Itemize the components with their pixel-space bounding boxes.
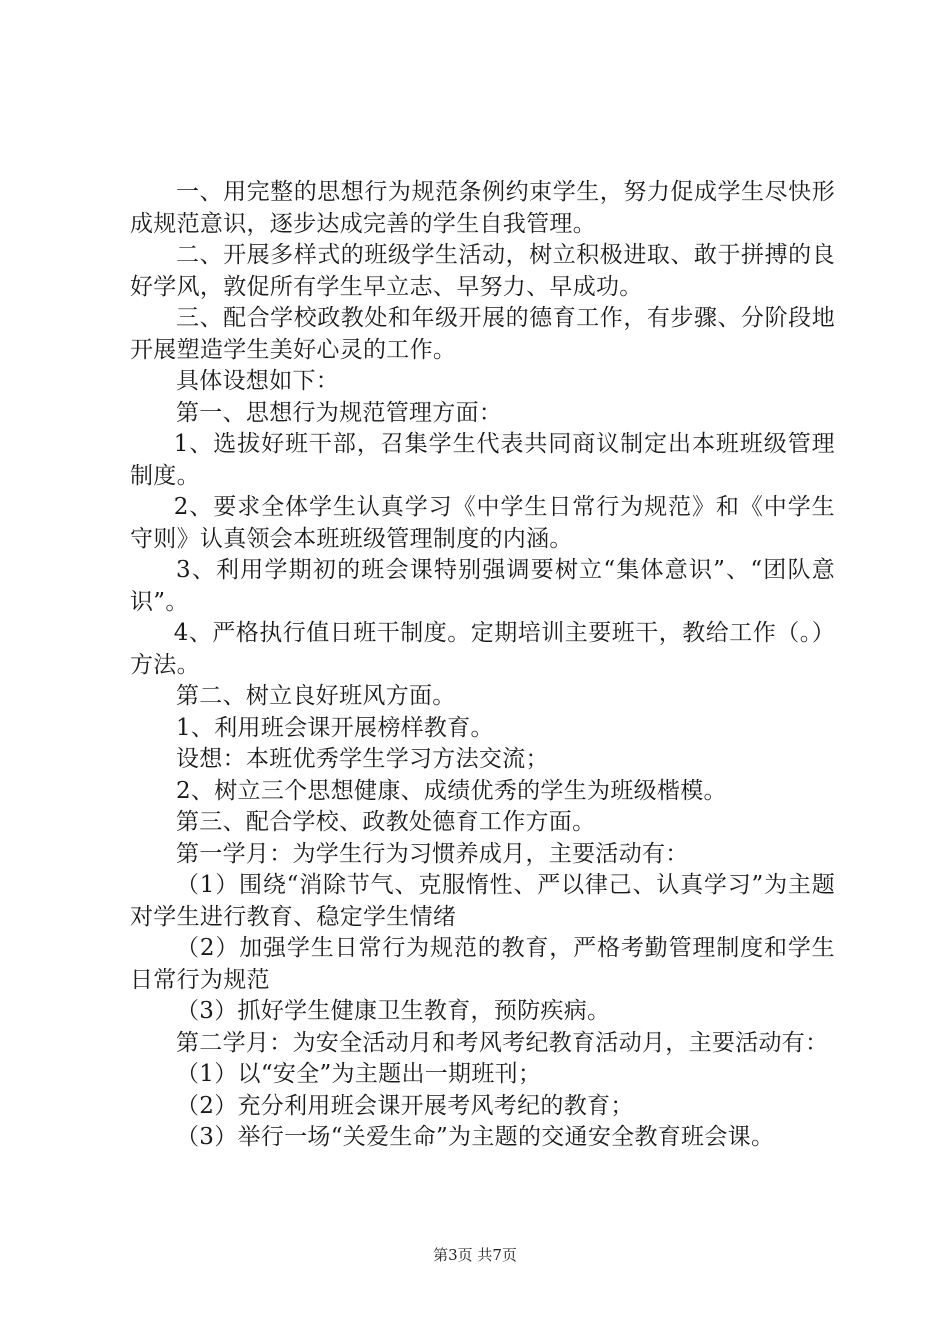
month-2-item-2: （2）充分利用班会课开展考风考纪的教育；	[176, 1092, 634, 1119]
list-item-1-4: 4、严格执行值日班干制度。定期培训主要班干，教给工作（。）方法。	[130, 620, 835, 678]
month-2-heading: 第二学月：为安全活动月和考风考纪教育活动月，主要活动有：	[176, 1029, 829, 1056]
month-2-item-3: （3）举行一场“关爱生命”为主题的交通安全教育班会课。	[176, 1124, 775, 1150]
paragraph-plan-intro: 具体设想如下：	[176, 368, 340, 394]
list-item-2-note: 设想：本班优秀学生学习方法交流；	[176, 746, 549, 772]
section-heading-2: 第二、树立良好班风方面。	[176, 683, 456, 709]
list-item-2-1: 1、利用班会课开展榜样教育。	[176, 714, 494, 741]
list-item-1-3: 3、利用学期初的班会课特别强调要树立“集体意识”、“团队意识”。	[130, 557, 835, 615]
month-1-item-3: （3）抓好学生健康卫生教育，预防疾病。	[176, 998, 611, 1024]
paragraph-goal-2: 二、开展多样式的班级学生活动，树立积极进取、敢于拼搏的良好学风，敦促所有学生早立志、早努力、早成功。	[130, 242, 835, 300]
section-heading-3: 第三、配合学校、政教处德育工作方面。	[176, 809, 596, 835]
list-item-1-1: 1、选拔好班干部，召集学生代表共同商议制定出本班班级管理制度。	[130, 431, 835, 489]
section-heading-1: 第一、思想行为规范管理方面：	[176, 399, 503, 426]
month-1-item-1: （1）围绕“消除节气、克服惰性、严以律己、认真学习”为主题对学生进行教育、稳定学生情绪	[130, 872, 835, 930]
list-item-1-2: 2、要求全体学生认真学习《中学生日常行为规范》和《中学生守则》认真领会本班班级管理制度的内涵。	[130, 494, 835, 552]
page-number-footer: 第3页 共7页	[433, 1246, 517, 1264]
month-1-item-2: （2）加强学生日常行为规范的教育，严格考勤管理制度和学生日常行为规范	[130, 935, 835, 993]
document-body	[130, 177, 835, 1154]
paragraph-goal-3: 三、配合学校政教处和年级开展的德育工作，有步骤、分阶段地开展塑造学生美好心灵的工作。	[130, 305, 835, 363]
paragraph-goal-1: 一、用完整的思想行为规范条例约束学生，努力促成学生尽快形成规范意识，逐步达成完善的学生自我管理。	[130, 179, 835, 237]
month-2-item-1: （1）以“安全”为主题出一期班刊；	[176, 1061, 542, 1087]
list-item-2-2: 2、树立三个思想健康、成绩优秀的学生为班级楷模。	[176, 777, 727, 804]
month-1-heading: 第一学月：为学生行为习惯养成月，主要活动有：	[176, 840, 689, 867]
